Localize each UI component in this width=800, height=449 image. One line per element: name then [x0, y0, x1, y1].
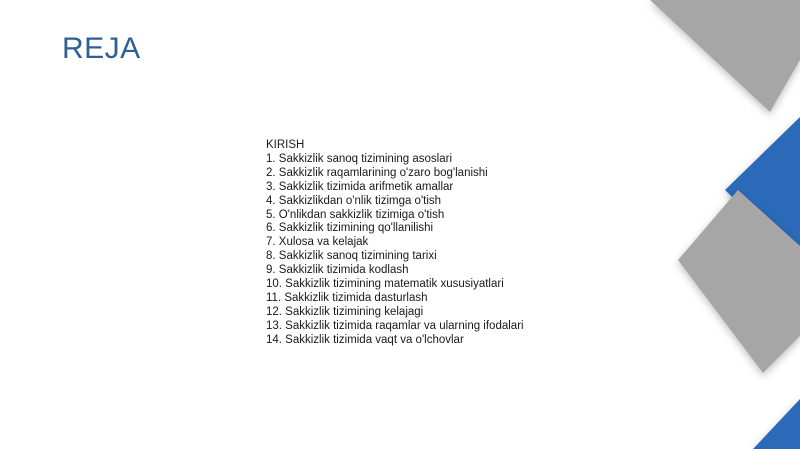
slide-title: REJA	[62, 32, 141, 65]
agenda-item-5: 5. O'nlikdan sakkizlik tizimiga o'tish	[266, 208, 445, 221]
agenda-item-12: 12. Sakkizlik tizimining kelajagi	[266, 305, 424, 318]
agenda-item-14: 14. Sakkizlik tizimida vaqt va o'lchovlar	[266, 333, 464, 346]
agenda-item-4: 4. Sakkizlikdan o'nlik tizimga o'tish	[266, 194, 442, 207]
blue-bottom-shape	[753, 399, 800, 449]
agenda-item-1: 1. Sakkizlik sanoq tizimining asoslari	[266, 152, 452, 165]
agenda-item-10: 10. Sakkizlik tizimining matematik xususiyatlari	[266, 278, 504, 291]
agenda-item-6: 6. Sakkizlik tizimining qo'llanilishi	[266, 222, 434, 235]
agenda-item-13: 13. Sakkizlik tizimida raqamlar va ularning ifodalari	[266, 319, 524, 332]
agenda-list	[266, 139, 524, 348]
agenda-item-11: 11. Sakkizlik tizimida dasturlash	[266, 291, 428, 304]
agenda-item-3: 3. Sakkizlik tizimida arifmetik amallar	[266, 180, 454, 193]
agenda-item-2: 2. Sakkizlik raqamlarining o'zaro bog'lanishi	[266, 166, 488, 179]
gray-top-shape	[650, 0, 800, 112]
agenda-item-9: 9. Sakkizlik tizimida kodlash	[266, 264, 409, 277]
agenda-item-8: 8. Sakkizlik sanoq tizimining tarixi	[266, 250, 437, 263]
agenda-item-7: 7. Xulosa va kelajak	[266, 236, 369, 249]
agenda-item-intro: KIRISH	[266, 139, 305, 151]
